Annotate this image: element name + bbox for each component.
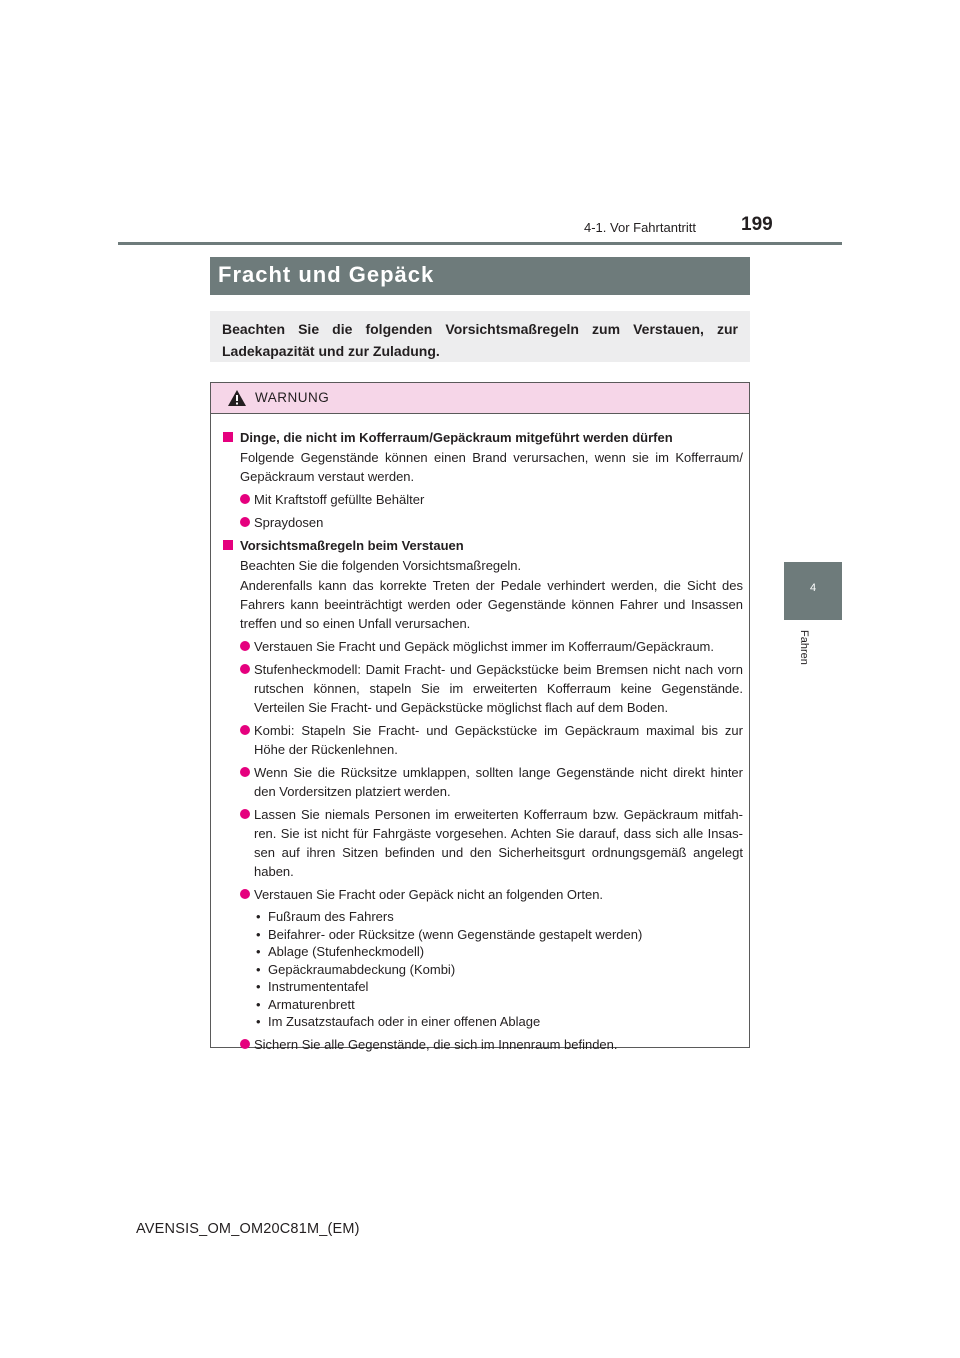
chapter-label: Fahren — [798, 630, 810, 665]
round-bullet-icon — [240, 767, 250, 777]
round-bullet-icon — [240, 725, 250, 735]
place-item: • Beifahrer- oder Rücksitze (wenn Gegenstände gestapelt werden) — [254, 926, 743, 944]
list-item-text: Verstauen Sie Fracht und Gepäck möglichst immer im Kofferraum/Gepäckraum. — [254, 639, 715, 654]
section-title-text: Dinge, die nicht im Kofferraum/Gepäckraum mitgeführt werden dürfen — [240, 430, 673, 445]
page-title: Fracht und Gepäck — [210, 257, 750, 295]
list-item-text: Stufenheckmodell: Damit Fracht- und Gepäckstücke beim Bremsen nicht nach vorn rutschen können, stapeln Sie im erweiterten Kofferraum keine Gegenstände. Verteilen Sie Fracht- und Gepäckstücke möglichst flach auf dem Boden. — [254, 662, 743, 715]
place-item: • Ablage (Stufenheckmodell) — [254, 943, 743, 961]
list-item — [223, 721, 743, 759]
warning-header — [211, 383, 749, 414]
section-title-text: Vorsichtsmaßregeln beim Verstauen — [240, 538, 464, 553]
chapter-tab — [784, 562, 842, 620]
chapter-number: 4 — [809, 582, 817, 594]
section-text: Folgende Gegenstände können einen Brand verursachen, wenn sie im Kofferraum/ Gepäckraum verstaut werden. — [240, 450, 743, 484]
place-item: • Armaturenbrett — [254, 996, 743, 1014]
list-item-text: Mit Kraftstoff gefüllte Behälter — [254, 492, 425, 507]
warning-triangle-icon — [227, 389, 247, 412]
square-bullet-icon — [223, 432, 233, 442]
place-item: • Instrumententafel — [254, 978, 743, 996]
round-bullet-icon — [240, 889, 250, 899]
list-item — [223, 637, 743, 656]
list-item-text: Lassen Sie niemals Personen im erweiterten Kofferraum bzw. Gepäckraum mitfah- ren. Sie ist nicht für Fahrgäste vorgesehen. Achten Sie darauf, dass sich alle Insas- sen auf ihren Sitzen befinden und den Sicherheitsgurt ordnungsgemäß angelegt haben. — [254, 807, 743, 879]
place-item: • Gepäckraumabdeckung (Kombi) — [254, 961, 743, 979]
warning-box — [210, 382, 750, 1052]
round-bullet-icon — [240, 517, 250, 527]
warning-body — [211, 414, 749, 1054]
warning-label: WARNUNG — [255, 390, 330, 405]
round-bullet-icon — [240, 809, 250, 819]
round-bullet-icon — [240, 494, 250, 504]
list-item — [223, 1035, 743, 1054]
section-title — [223, 536, 743, 555]
square-bullet-icon — [223, 540, 233, 550]
list-item-text: Kombi: Stapeln Sie Fracht- und Gepäckstücke im Gepäckraum maximal bis zur Höhe der Rückenlehnen. — [254, 723, 743, 757]
list-item — [223, 763, 743, 801]
header-divider — [118, 242, 842, 245]
list-item — [223, 513, 743, 532]
section-heading: 4-1. Vor Fahrtantritt — [584, 220, 696, 235]
places-list — [223, 908, 743, 1031]
document-code: AVENSIS_OM_OM20C81M_(EM) — [136, 1221, 360, 1237]
place-item: • Fußraum des Fahrers — [254, 908, 743, 926]
page-number: 199 — [741, 214, 773, 235]
section-text: Beachten Sie die folgenden Vorsichtsmaßregeln. — [240, 558, 522, 573]
section-text: Anderenfalls kann das korrekte Treten der Pedale verhindert werden, die Sicht des Fahrers kann beeinträchtigt werden oder Gegenstände können Fahrer und Insassen treffen und so einen Unfall verursachen. — [240, 578, 743, 631]
list-item — [223, 490, 743, 509]
list-item-text: Sichern Sie alle Gegenstände, die sich im Innenraum befinden. — [254, 1036, 618, 1052]
round-bullet-icon — [240, 1039, 250, 1049]
list-item — [223, 660, 743, 717]
list-item-text: Spraydosen — [254, 515, 324, 530]
intro-text: Beachten Sie die folgenden Vorsichtsmaßregeln zum Verstauen, zur Ladekapazität und zur Zuladung. — [210, 311, 750, 362]
round-bullet-icon — [240, 641, 250, 651]
section-title — [223, 428, 743, 447]
list-item-text: Verstauen Sie Fracht oder Gepäck nicht an folgenden Orten. — [254, 887, 604, 902]
round-bullet-icon — [240, 664, 250, 674]
list-item — [223, 805, 743, 881]
place-item: • Im Zusatzstaufach oder in einer offenen Ablage — [254, 1013, 743, 1031]
list-item — [223, 885, 743, 904]
list-item-text: Wenn Sie die Rücksitze umklappen, sollten lange Gegenstände nicht direkt hinter den Vordersitzen platziert werden. — [254, 765, 743, 799]
